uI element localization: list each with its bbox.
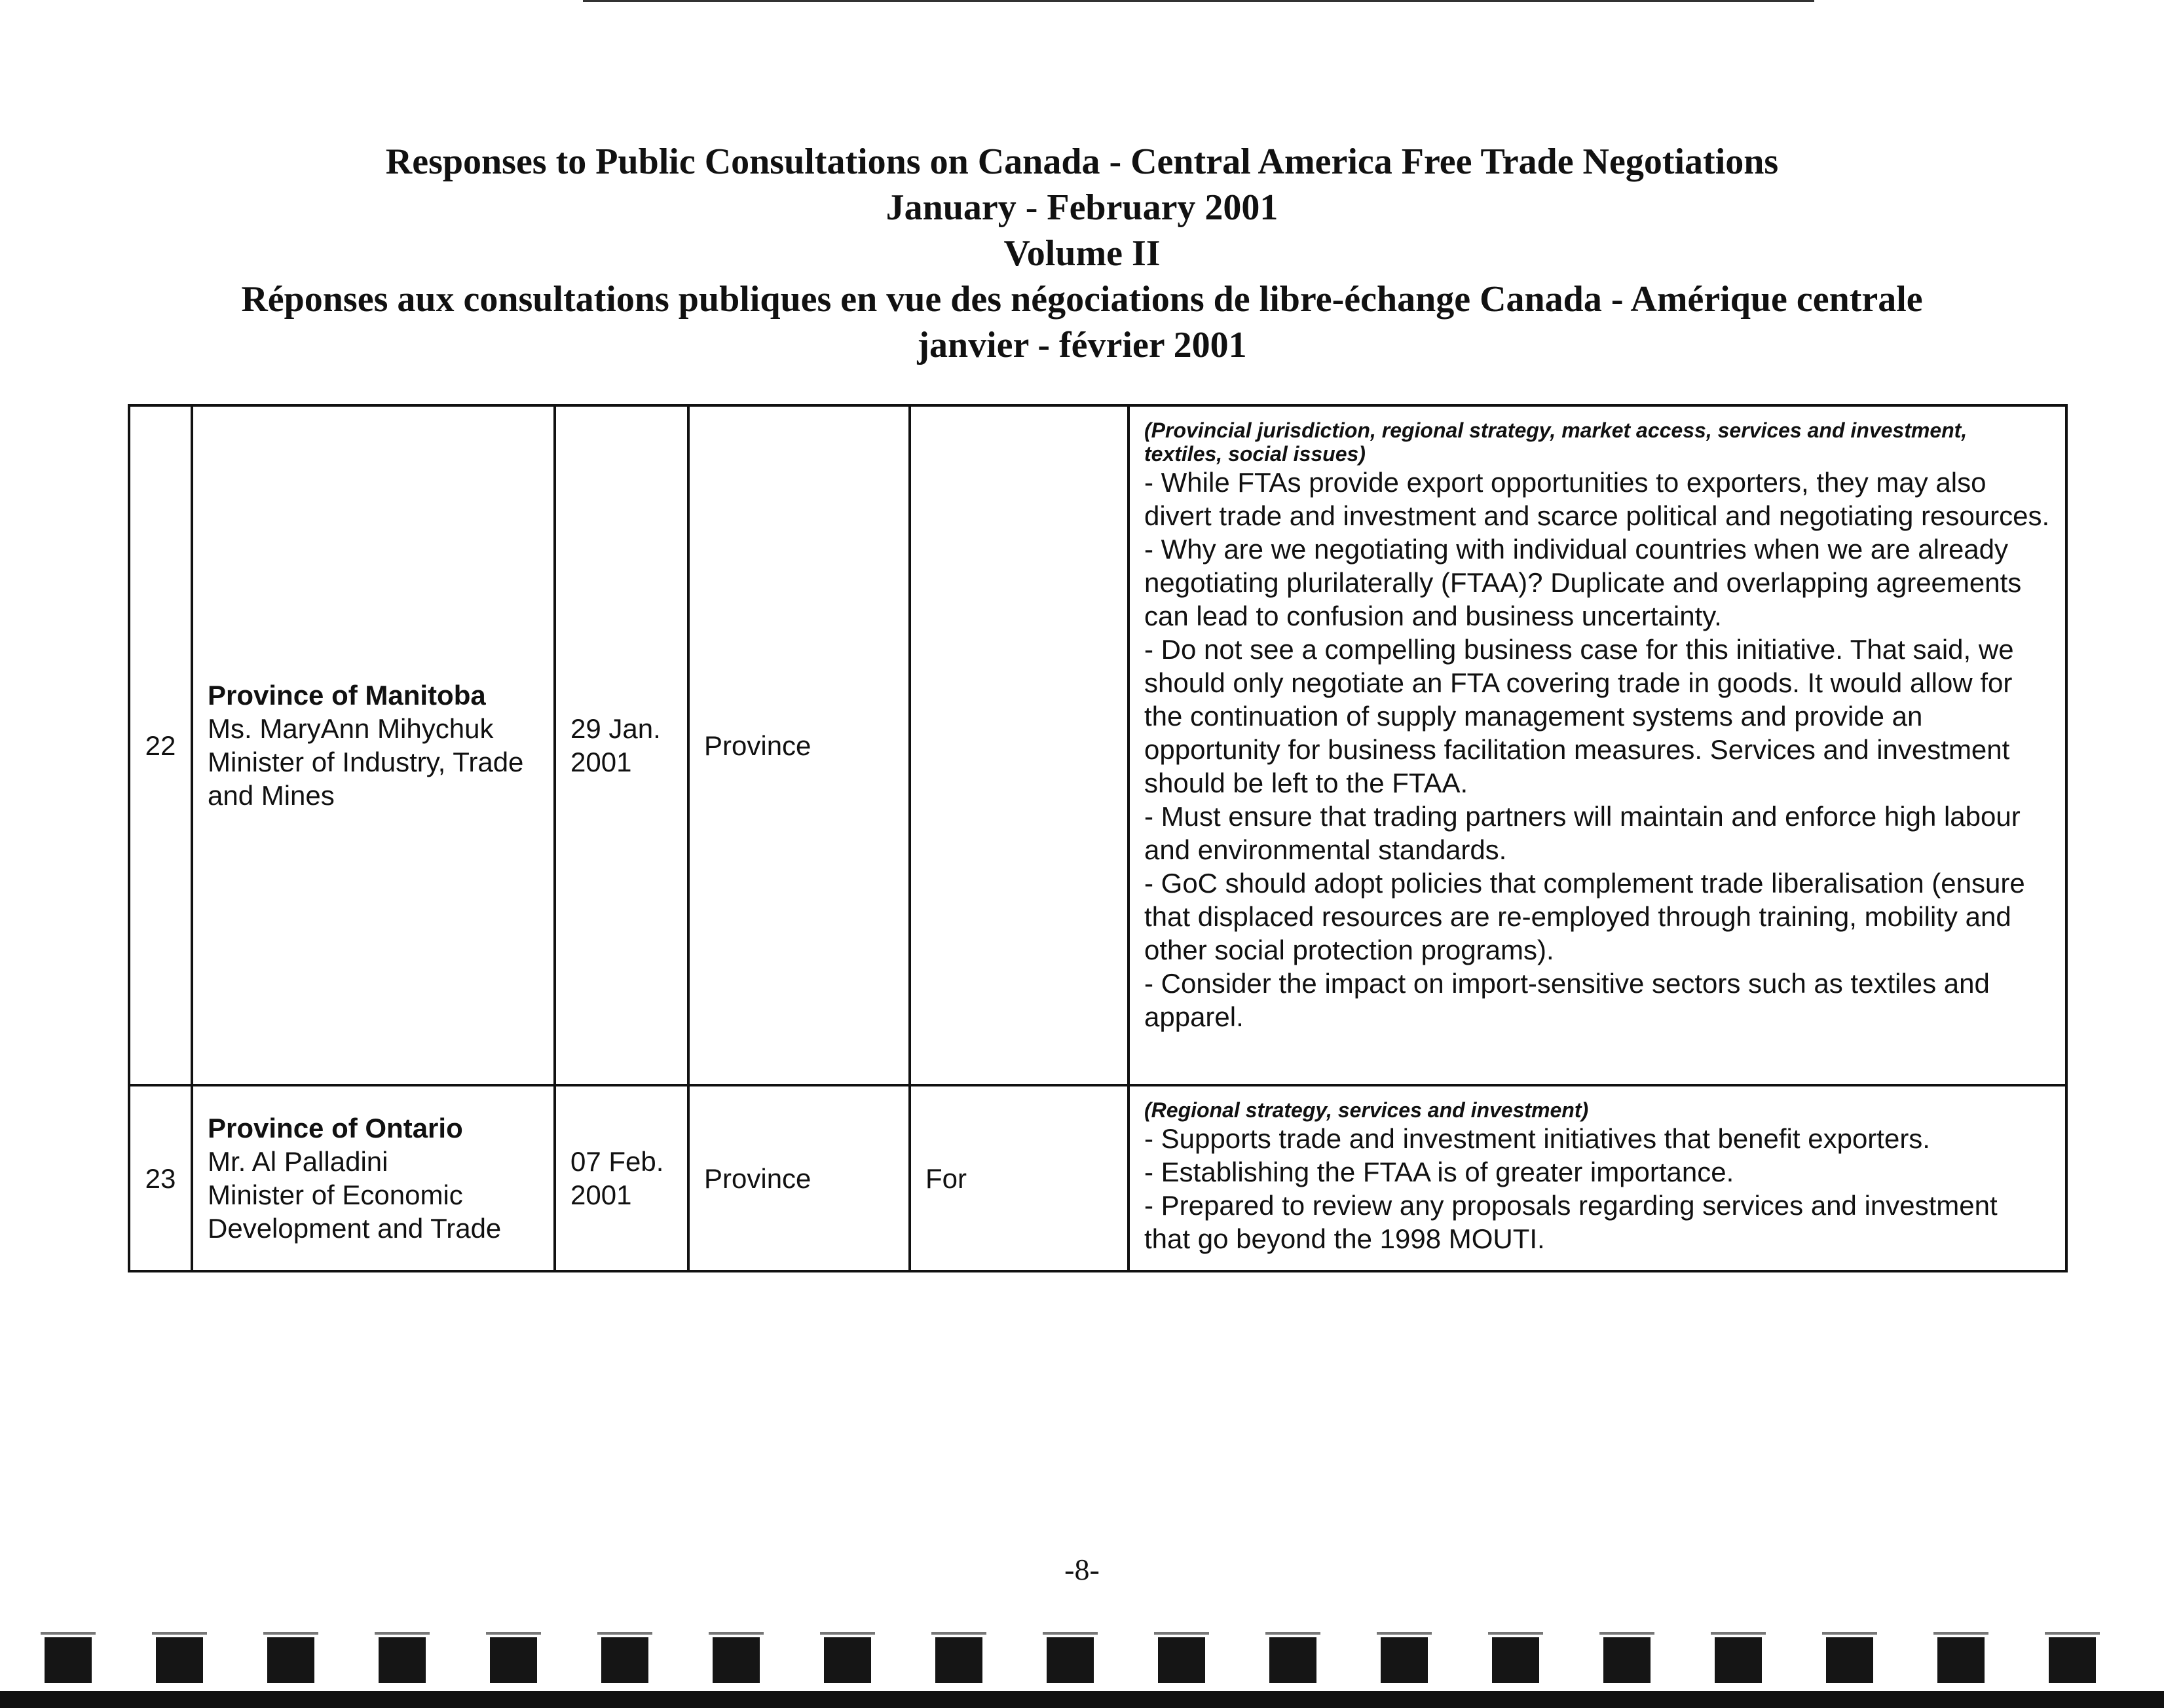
comments-cell [1129,1085,2066,1271]
binding-hole [1492,1637,1539,1683]
binding-hole-shadow [263,1632,318,1635]
date-year: 2001 [570,747,632,777]
binding-hole-shadow [1043,1632,1098,1635]
contact-name: Mr. Al Palladini [208,1146,388,1177]
binding-hole-shadow [41,1632,96,1635]
binding-hole-shadow [486,1632,541,1635]
binding-hole-shadow [2045,1632,2100,1635]
date-cell [555,405,688,1085]
contact-name: Ms. MaryAnn Mihychuk [208,713,494,744]
comment-point: - Prepared to review any proposals regarding services and investment that go beyond the 1998 MOUTI. [1144,1190,1998,1254]
comment-point: - Must ensure that trading partners will maintain and enforce high labour and environmental standards. [1144,801,2021,865]
binding-hole-shadow [1377,1632,1432,1635]
binding-hole-shadow [1933,1632,1988,1635]
party-cell [192,405,555,1085]
sector-cell: Province [688,405,910,1085]
binding-hole-shadow [709,1632,764,1635]
binding-hole [267,1637,314,1683]
position-cell: For [910,1085,1129,1271]
binding-hole-shadow [152,1632,207,1635]
binding-hole-shadow [1154,1632,1209,1635]
binding-hole [1937,1637,1985,1683]
binding-hole-shadow [1265,1632,1320,1635]
comments-cell [1129,405,2066,1085]
date-cell [555,1085,688,1271]
topics-label: (Provincial jurisdiction, regional strategy, market access, services and investment, textiles, social issues) [1144,418,1968,466]
binding-hole [601,1637,648,1683]
page-number: -8- [1064,1553,1100,1586]
binding-hole [713,1637,760,1683]
date-day-month: 29 Jan. [570,713,661,744]
comment-point: - Consider the impact on import-sensitive sectors such as textiles and apparel. [1144,968,1990,1032]
binding-hole [824,1637,871,1683]
table-row [129,1085,2066,1271]
table-row [129,405,2066,1085]
binding-hole [490,1637,537,1683]
party-name: Province of Ontario [208,1113,463,1143]
binding-hole-shadow [1711,1632,1766,1635]
binding-hole [1158,1637,1205,1683]
comment-point: - Do not see a compelling business case for this initiative. That said, we should only negotiate an FTA covering trade in goods. It would allow for the continuation of supply management systems and provide an opportunity for business facilitation measures. Services and investment should be left to the FTAA. [1144,634,2014,798]
date-day-month: 07 Feb. [570,1146,664,1177]
party-cell [192,1085,555,1271]
binding-hole [1381,1637,1428,1683]
binding-hole [1047,1637,1094,1683]
sector-cell: Province [688,1085,910,1271]
title-english: Responses to Public Consultations on Canada - Central America Free Trade Negotiations [385,141,1779,182]
binding-hole-shadow [931,1632,986,1635]
comment-point: - While FTAs provide export opportunities to exporters, they may also divert trade and investment and scarce political and negotiating resources. [1144,467,2050,531]
binding-hole-shadow [597,1632,652,1635]
scan-top-edge [583,0,1814,2]
party-name: Province of Manitoba [208,680,486,711]
binding-hole-shadow [820,1632,875,1635]
comment-point: - GoC should adopt policies that complement trade liberalisation (ensure that displaced resources are re-employed through training, mobility and other social protection programs). [1144,868,2025,965]
binding-hole [379,1637,426,1683]
binding-hole [1603,1637,1651,1683]
title-french: Réponses aux consultations publiques en vue des négociations de libre-échange Canada - Amérique centrale [241,279,1923,320]
binding-holes [41,1632,2100,1683]
consultation-table [128,404,2068,1272]
position-cell [910,405,1129,1085]
binding-bottom-bar [0,1691,2164,1708]
contact-title: Minister of Economic Development and Trade [208,1179,502,1244]
binding-hole [935,1637,982,1683]
spiral-binding-strip [0,1618,2164,1708]
contact-title: Minister of Industry, Trade and Mines [208,747,524,811]
binding-hole [1269,1637,1316,1683]
binding-hole-shadow [1599,1632,1654,1635]
topics-label: (Regional strategy, services and investment) [1144,1098,1589,1122]
binding-hole-shadow [1488,1632,1543,1635]
volume-label: Volume II [1003,233,1161,274]
row-number: 23 [129,1085,192,1271]
binding-hole [45,1637,92,1683]
date-range-english: January - February 2001 [886,187,1278,228]
date-year: 2001 [570,1179,632,1210]
binding-hole [156,1637,203,1683]
binding-hole [1715,1637,1762,1683]
comment-point: - Establishing the FTAA is of greater importance. [1144,1157,1734,1187]
comment-point: - Why are we negotiating with individual countries when we are already negotiating plurilaterally (FTAA)? Duplicate and overlapping agreements can lead to confusion and business uncertainty. [1144,534,2022,631]
comment-point: - Supports trade and investment initiatives that benefit exporters. [1144,1123,1930,1154]
date-range-french: janvier - février 2001 [917,325,1247,365]
binding-hole [2049,1637,2096,1683]
binding-hole [1826,1637,1873,1683]
binding-hole-shadow [375,1632,430,1635]
row-number: 22 [129,405,192,1085]
document-header [0,139,2164,368]
binding-hole-shadow [1822,1632,1877,1635]
